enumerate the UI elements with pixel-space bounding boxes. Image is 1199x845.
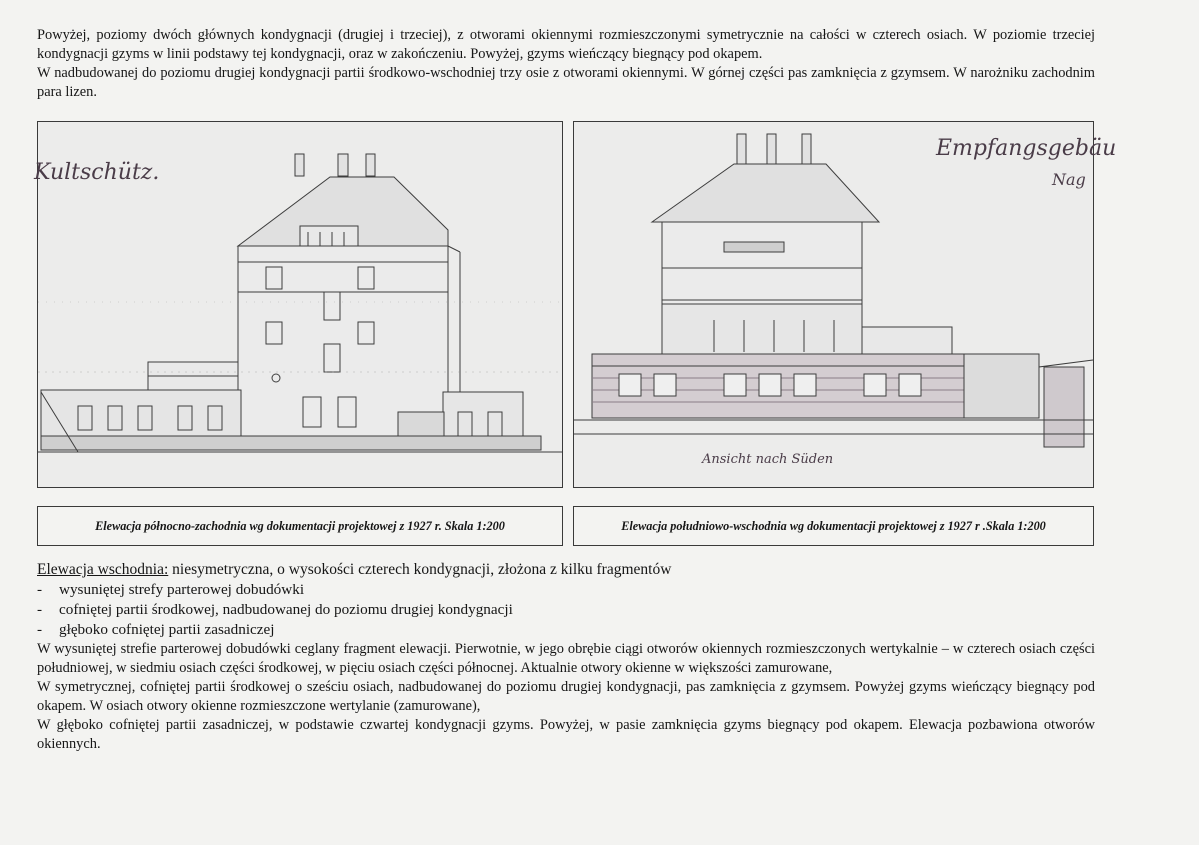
- figure-caption-northwest: Elewacja północno-zachodnia wg dokumentacji projektowej z 1927 r. Skala 1:200: [37, 506, 563, 546]
- handwritten-title-southeast: Empfangsgebäu: [936, 136, 1117, 161]
- intro-paragraph-1: Powyżej, poziomy dwóch głównych kondygnacji (drugiej i trzeciej), z otworami okiennymi rozmieszczonymi symetrycznie na całości w czterech osiach. W poziomie trzeciej kondygnacji gzyms w linii podstawy tej kondygnacji, oraz w zakończeniu. Powyżej, gzyms wieńczący biegnący pod okapem.: [37, 27, 1095, 62]
- section-title-rest: niesymetryczna, o wysokości czterech kondygnacji, złożona z kilku fragmentów: [168, 561, 672, 578]
- elevation-sketch-southeast: [574, 122, 1093, 487]
- section-heading: [37, 560, 1095, 580]
- handwritten-label-northwest: Kultschütz.: [34, 160, 160, 185]
- east-elevation-section: [37, 560, 1095, 754]
- list-item: - głęboko cofniętej partii zasadniczej: [37, 621, 275, 638]
- fragment-list: [37, 580, 1095, 640]
- intro-paragraph-2: W nadbudowanej do poziomu drugiej kondygnacji partii środkowo-wschodniej trzy osie z otworami okiennymi. W górnej części pas zamknięcia z gzymsem. W narożniku zachodnim para lizen.: [37, 65, 1095, 100]
- section-paragraph: W wysuniętej strefie parterowej dobudówki ceglany fragment elewacji. Pierwotnie, w jego obrębie ciągi otworów okiennych rozmieszczonych wertykalnie – w czterech osiach części południowej, w siedmiu osiach części środkowej, w pięciu osiach części północnej. Aktualnie otwory okienne w większości zamurowane,: [37, 641, 1095, 676]
- handwritten-label-southeast: Nag: [1052, 170, 1086, 189]
- section-title: Elewacja wschodnia:: [37, 561, 169, 578]
- elevation-drawing-northwest: [34, 121, 563, 488]
- handwritten-caption-southeast: Ansicht nach Süden: [702, 452, 834, 467]
- list-item: - wysuniętej strefy parterowej dobudówki: [37, 581, 305, 598]
- elevation-drawing-southeast: [573, 121, 1117, 488]
- section-paragraph: W symetrycznej, cofniętej partii środkowej o sześciu osiach, nadbudowanej do poziomu drugiej kondygnacji, pas zamknięcia z gzymsem. Powyżej gzyms wieńczący biegnący pod okapem. W osiach otwory okienne rozmieszczone wertylanie (zamurowane),: [37, 679, 1095, 714]
- figure-caption-southeast: Elewacja południowo-wschodnia wg dokumentacji projektowej z 1927 r .Skala 1:200: [573, 506, 1094, 546]
- list-item: - cofniętej partii środkowej, nadbudowanej do poziomu drugiej kondygnacji: [37, 601, 513, 618]
- section-paragraph: W głęboko cofniętej partii zasadniczej, w podstawie czwartej kondygnacji gzyms. Powyżej, w pasie zamknięcia gzyms biegnący pod okapem. Elewacja pozbawiona otworów okiennych.: [37, 717, 1095, 752]
